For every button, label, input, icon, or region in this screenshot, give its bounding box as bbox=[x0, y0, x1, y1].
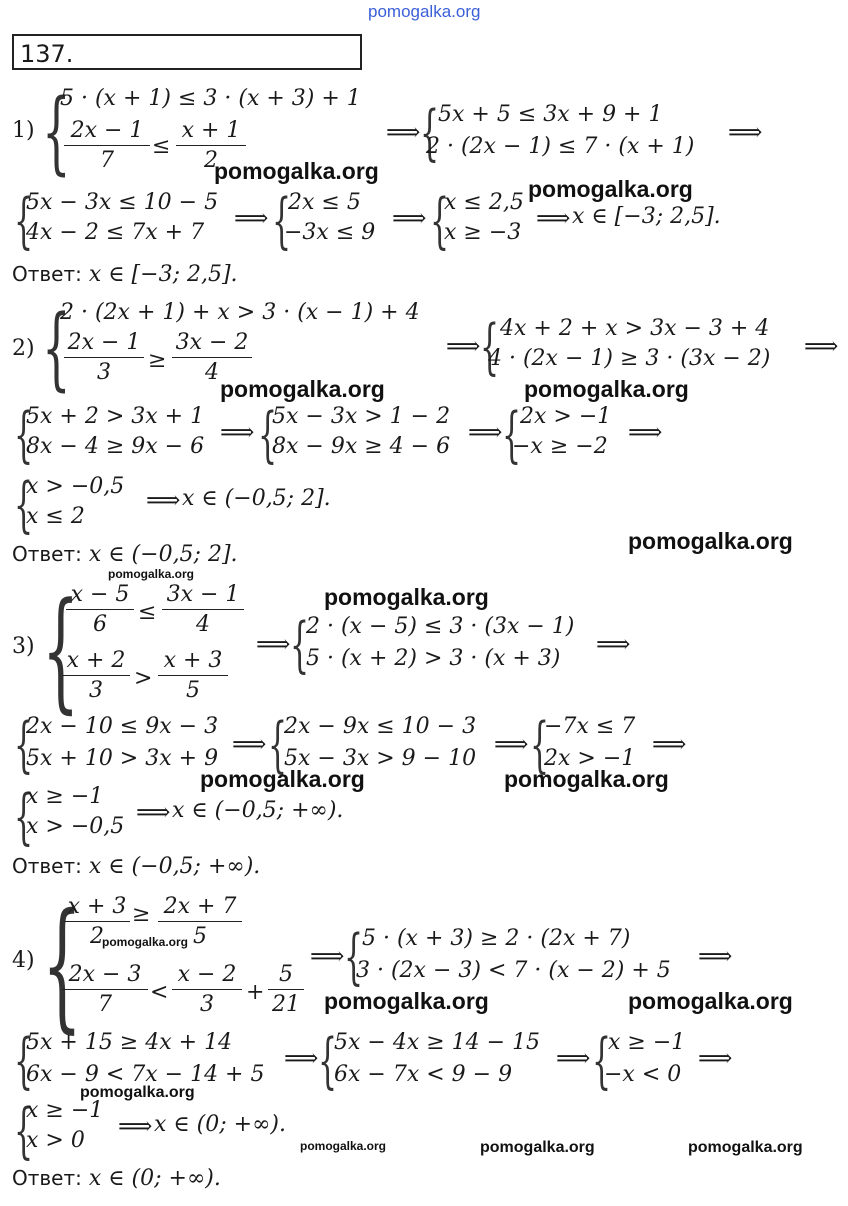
part-1-label: 1) bbox=[12, 118, 35, 143]
answer-value: x ∈ (0; +∞). bbox=[88, 1166, 221, 1191]
part-4-r3-2: x > 0 bbox=[26, 1128, 85, 1153]
part-3-frac-4-num: x + 3 bbox=[163, 648, 223, 673]
part-1-r2-b2: −3x ≤ 9 bbox=[284, 220, 376, 245]
part-1-brace-1: { bbox=[42, 80, 71, 185]
part-3-brace-3: { bbox=[14, 710, 34, 780]
part-4-implies-4: ⟹ bbox=[556, 1044, 591, 1072]
part-4-frac-5-num: 5 bbox=[279, 962, 293, 987]
part-3-answer bbox=[12, 854, 260, 879]
part-3-r2-a2: 5x + 10 > 3x + 9 bbox=[26, 746, 219, 771]
part-4-frac-2-num: 2x + 7 bbox=[163, 894, 237, 919]
answer-label: Ответ: bbox=[12, 542, 82, 566]
part-3-frac-2-den: 4 bbox=[196, 612, 210, 637]
answer-label: Ответ: bbox=[12, 1166, 82, 1190]
part-4-brace-5: { bbox=[592, 1026, 612, 1096]
watermark: pomogalka.org bbox=[688, 1139, 803, 1156]
part-2-brace-3: { bbox=[14, 400, 34, 470]
part-3-implies-2: ⟹ bbox=[596, 630, 631, 658]
watermark: pomogalka.org bbox=[102, 935, 189, 949]
part-4-r2-c1: x ≥ −1 bbox=[608, 1030, 686, 1055]
part-2-r2-c1: 2x > −1 bbox=[520, 404, 612, 429]
part-3-frac-3-den: 3 bbox=[89, 678, 103, 703]
part-3-r2-b1: 2x − 9x ≤ 10 − 3 bbox=[284, 714, 477, 739]
part-2-implies-2: ⟹ bbox=[804, 332, 839, 360]
part-1-frac-1 bbox=[64, 118, 150, 173]
part-4-r2-a2: 6x − 9 < 7x − 14 + 5 bbox=[26, 1062, 265, 1087]
watermark: pomogalka.org bbox=[324, 988, 489, 1014]
part-1-brace-4: { bbox=[272, 186, 292, 256]
part-1-r2-c2: x ≥ −3 bbox=[444, 220, 522, 245]
part-3-frac-1-num: x − 5 bbox=[70, 582, 130, 607]
part-2-sys2-line1: 4x + 2 + x > 3x − 3 + 4 bbox=[500, 316, 770, 341]
part-4-sys2-line2: 3 · (2x − 3) < 7 · (x − 2) + 5 bbox=[356, 958, 671, 983]
part-4-plus: + bbox=[246, 980, 265, 1005]
part-1-r2-a2: 4x − 2 ≤ 7x + 7 bbox=[26, 220, 205, 245]
part-3-implies-5: ⟹ bbox=[652, 730, 687, 758]
part-4-brace-4: { bbox=[318, 1026, 338, 1096]
part-2-implies-5: ⟹ bbox=[628, 418, 663, 446]
part-1-implies-5: ⟹ bbox=[536, 204, 571, 232]
part-3-frac-2 bbox=[162, 582, 244, 637]
part-3-r2-a1: 2x − 10 ≤ 9x − 3 bbox=[26, 714, 219, 739]
part-3-brace-2: { bbox=[290, 610, 310, 680]
part-4-label: 4) bbox=[12, 948, 35, 973]
part-1-r2-c1: x ≤ 2,5 bbox=[444, 190, 524, 215]
part-3-op1: ≤ bbox=[138, 600, 157, 625]
watermark: pomogalka.org bbox=[108, 567, 195, 581]
watermark: pomogalka.org bbox=[628, 988, 793, 1014]
part-3-result: x ∈ (−0,5; +∞). bbox=[172, 798, 344, 823]
part-4-brace-6: { bbox=[14, 1096, 34, 1166]
part-3-sys2-line1: 2 · (x − 5) ≤ 3 · (3x − 1) bbox=[306, 614, 575, 639]
part-2-brace-5: { bbox=[502, 400, 522, 470]
part-2-label: 2) bbox=[12, 336, 35, 361]
part-4-brace-1: { bbox=[42, 884, 83, 1047]
part-2-r2-c2: −x ≥ −2 bbox=[512, 434, 608, 459]
watermark: pomogalka.org bbox=[524, 376, 689, 402]
part-3-frac-4-den: 5 bbox=[186, 678, 200, 703]
part-2-r2-a2: 8x − 4 ≥ 9x − 6 bbox=[26, 434, 205, 459]
part-3-frac-4 bbox=[158, 648, 228, 703]
part-4-frac-3-den: 7 bbox=[98, 992, 112, 1017]
watermark: pomogalka.org bbox=[324, 584, 489, 610]
part-1-frac-1-num: 2x − 1 bbox=[70, 118, 144, 143]
part-2-implies-1: ⟹ bbox=[446, 332, 481, 360]
part-3-r2-b2: 5x − 3x > 9 − 10 bbox=[284, 746, 477, 771]
part-3-frac-1 bbox=[66, 582, 134, 637]
part-2-r2-b1: 5x − 3x > 1 − 2 bbox=[272, 404, 451, 429]
watermark: pomogalka.org bbox=[80, 1084, 195, 1101]
part-4-r2-c2: −x < 0 bbox=[604, 1062, 682, 1087]
part-2-frac-op: ≥ bbox=[148, 348, 167, 373]
part-1-frac-op: ≤ bbox=[152, 134, 171, 159]
part-4-frac-4-den: 3 bbox=[200, 992, 214, 1017]
part-3-frac-1-den: 6 bbox=[93, 612, 107, 637]
part-4-implies-3: ⟹ bbox=[284, 1044, 319, 1072]
part-3-frac-3 bbox=[62, 648, 130, 703]
part-4-sys2-line1: 5 · (x + 3) ≥ 2 · (2x + 7) bbox=[362, 926, 631, 951]
part-2-result: x ∈ (−0,5; 2]. bbox=[182, 486, 331, 511]
answer-value: x ∈ (−0,5; +∞). bbox=[88, 854, 261, 879]
watermark: pomogalka.org bbox=[480, 1139, 595, 1156]
part-1-implies-2: ⟹ bbox=[728, 118, 763, 146]
part-4-r2-b2: 6x − 7x < 9 − 9 bbox=[334, 1062, 513, 1087]
answer-value: x ∈ [−3; 2,5]. bbox=[88, 262, 238, 287]
part-3-r2-c1: −7x ≤ 7 bbox=[544, 714, 636, 739]
part-3-implies-4: ⟹ bbox=[494, 730, 529, 758]
part-1-sys1-line1: 5 · (x + 1) ≤ 3 · (x + 3) + 1 bbox=[60, 86, 361, 111]
problem-number-box bbox=[12, 34, 362, 70]
part-3-brace-6: { bbox=[14, 782, 34, 852]
part-4-frac-3 bbox=[62, 962, 148, 1017]
part-1-r2-a1: 5x − 3x ≤ 10 − 5 bbox=[26, 190, 219, 215]
part-1-answer bbox=[12, 262, 238, 287]
part-2-brace-1: { bbox=[42, 296, 71, 401]
part-1-sys2-line1: 5x + 5 ≤ 3x + 9 + 1 bbox=[438, 102, 663, 127]
part-4-frac-1-den: 2 bbox=[90, 924, 104, 949]
part-4-implies-1: ⟹ bbox=[310, 942, 345, 970]
watermark: pomogalka.org bbox=[528, 176, 693, 202]
part-2-brace-2: { bbox=[480, 312, 500, 382]
part-4-brace-3: { bbox=[14, 1026, 34, 1096]
part-4-r3-1: x ≥ −1 bbox=[26, 1098, 104, 1123]
part-3-implies-1: ⟹ bbox=[256, 630, 291, 658]
part-3-r3-2: x > −0,5 bbox=[26, 814, 125, 839]
part-2-frac-1-num: 2x − 1 bbox=[67, 330, 141, 355]
part-2-r3-2: x ≤ 2 bbox=[26, 504, 85, 529]
part-3-implies-3: ⟹ bbox=[232, 730, 267, 758]
part-4-implies-5: ⟹ bbox=[698, 1044, 733, 1072]
part-1-implies-1: ⟹ bbox=[386, 118, 421, 146]
part-3-label: 3) bbox=[12, 634, 35, 659]
part-1-frac-2-den: 2 bbox=[204, 148, 218, 173]
part-3-r2-c2: 2x > −1 bbox=[544, 746, 636, 771]
part-4-r2-a1: 5x + 15 ≥ 4x + 14 bbox=[26, 1030, 233, 1055]
part-2-frac-1-den: 3 bbox=[97, 360, 111, 385]
part-2-sys2-line2: 4 · (2x − 1) ≥ 3 · (3x − 2) bbox=[488, 346, 771, 371]
watermark: pomogalka.org bbox=[214, 158, 379, 184]
answer-label: Ответ: bbox=[12, 262, 82, 286]
watermark: pomogalka.org bbox=[220, 376, 385, 402]
part-1-frac-1-den: 7 bbox=[100, 148, 114, 173]
part-1-sys2-line2: 2 · (2x − 1) ≤ 7 · (x + 1) bbox=[426, 134, 695, 159]
part-4-implies-6: ⟹ bbox=[118, 1112, 153, 1140]
part-3-implies-6: ⟹ bbox=[136, 798, 171, 826]
part-1-r2-b1: 2x ≤ 5 bbox=[288, 190, 361, 215]
part-4-frac-2-den: 5 bbox=[193, 924, 207, 949]
watermark: pomogalka.org bbox=[628, 528, 793, 554]
part-3-r3-1: x ≥ −1 bbox=[26, 784, 104, 809]
part-1-brace-2: { bbox=[420, 98, 440, 168]
part-4-answer bbox=[12, 1166, 221, 1191]
part-4-implies-2: ⟹ bbox=[698, 942, 733, 970]
part-4-frac-1-num: x + 3 bbox=[67, 894, 127, 919]
part-2-implies-4: ⟹ bbox=[468, 418, 503, 446]
part-2-r3-1: x > −0,5 bbox=[26, 474, 125, 499]
part-2-r2-a1: 5x + 2 > 3x + 1 bbox=[26, 404, 205, 429]
part-1-implies-4: ⟹ bbox=[392, 204, 427, 232]
part-4-frac-4-num: x − 2 bbox=[177, 962, 237, 987]
part-4-op1: ≥ bbox=[132, 902, 151, 927]
part-3-op2: > bbox=[134, 666, 153, 691]
part-4-result: x ∈ (0; +∞). bbox=[154, 1112, 286, 1137]
part-4-brace-2: { bbox=[344, 922, 364, 992]
part-3-frac-3-num: x + 2 bbox=[66, 648, 126, 673]
part-1-result: x ∈ [−3; 2,5]. bbox=[572, 204, 721, 229]
part-3-brace-4: { bbox=[268, 710, 288, 780]
part-2-frac-2-den: 4 bbox=[205, 360, 219, 385]
part-4-r2-b1: 5x − 4x ≥ 14 − 15 bbox=[334, 1030, 541, 1055]
watermark: pomogalka.org bbox=[504, 766, 669, 792]
part-2-brace-6: { bbox=[14, 470, 34, 540]
part-2-implies-6: ⟹ bbox=[146, 486, 181, 514]
part-3-frac-2-num: 3x − 1 bbox=[166, 582, 240, 607]
part-4-frac-4 bbox=[172, 962, 242, 1017]
part-2-frac-2-num: 3x − 2 bbox=[175, 330, 249, 355]
part-1-implies-3: ⟹ bbox=[234, 204, 269, 232]
part-1-brace-3: { bbox=[14, 186, 34, 256]
part-4-frac-5-den: 21 bbox=[272, 992, 300, 1017]
part-2-implies-3: ⟹ bbox=[220, 418, 255, 446]
answer-label: Ответ: bbox=[12, 854, 82, 878]
answer-value: x ∈ (−0,5; 2]. bbox=[88, 542, 238, 567]
part-3-brace-5: { bbox=[530, 710, 550, 780]
watermark-top: pomogalka.org bbox=[368, 2, 481, 21]
part-4-frac-5 bbox=[268, 962, 304, 1017]
part-3-sys2-line2: 5 · (x + 2) > 3 · (x + 3) bbox=[306, 646, 561, 671]
part-2-r2-b2: 8x − 9x ≥ 4 − 6 bbox=[272, 434, 451, 459]
part-2-frac-1 bbox=[64, 330, 144, 385]
watermark: pomogalka.org bbox=[300, 1139, 387, 1153]
part-2-answer bbox=[12, 542, 238, 567]
part-2-brace-4: { bbox=[258, 400, 278, 470]
part-1-brace-5: { bbox=[430, 186, 450, 256]
part-1-frac-2-num: x + 1 bbox=[181, 118, 241, 143]
part-3-brace-1: { bbox=[42, 574, 80, 726]
part-4-frac-3-num: 2x − 3 bbox=[68, 962, 142, 987]
watermark: pomogalka.org bbox=[200, 766, 365, 792]
problem-number: 137. bbox=[20, 40, 74, 68]
part-4-op2: < bbox=[150, 980, 169, 1005]
part-2-sys1-line1: 2 · (2x + 1) + x > 3 · (x − 1) + 4 bbox=[60, 300, 420, 325]
